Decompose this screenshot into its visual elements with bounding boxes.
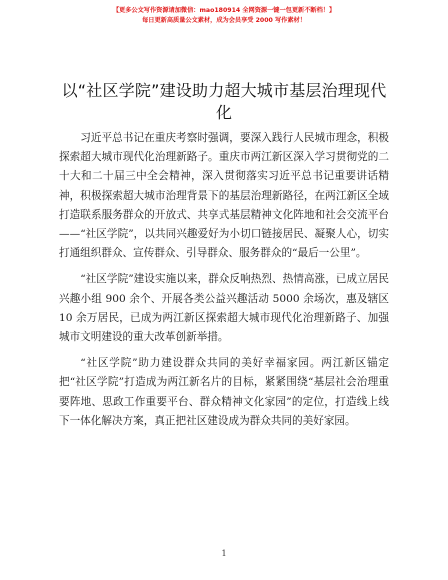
page-number: 1 — [221, 549, 227, 558]
document-body — [59, 129, 389, 438]
promo-banner — [0, 6, 448, 26]
paragraph-1: 习近平总书记在重庆考察时强调，要深入践行人民城市理念，积极探索超大城市现代化治理新路子。重庆市两江新区深入学习贯彻党的二十大和二十届三中全会精神，深入贯彻落实习近平总书记重要讲话精神，积极探索超大城市治理背景下的基层治理新路径，在两江新区全域打造联系服务群众的开放式、共享式基层精神文化阵地和社会交流平台——“社区学院”，以共同兴趣爱好为小切口链接居民、凝聚人心，切实打通组织群众、宣传群众、引导群众、服务群众的“最后一公里”。 — [59, 132, 389, 260]
promo-banner-line-1: 【更多公文写作资源请加微信：mao180914 全网资源一键一包更新不断档！】 — [112, 7, 336, 14]
paragraph-2: “社区学院”建设实施以来，群众反响热烈、热情高涨，已成立居民兴趣小组 900 余个、开展各类公益兴趣活动 5000 余场次，惠及辖区 10 余万居民，已成为两江新区探索超大城市现代化治理新路子、加强城市文明建设的重大改革创新举措。 — [59, 273, 389, 344]
document-title: 以“社区学院”建设助力超大城市基层治理现代化 — [61, 81, 387, 122]
promo-banner-line-2: 每日更新高质量公文素材，成为会员享受 2000 写作素材！ — [142, 17, 306, 24]
paragraph-3: “社区学院”助力建设群众共同的美好幸福家园。两江新区锚定把“社区学院”打造成为两江新名片的目标，紧紧围绕“基层社会治理重要阵地、思政工作重要平台、群众精神文化家园”的定位，打造线上线下一体化解决方案，真正把社区建设成为群众共同的美好家园。 — [59, 357, 389, 427]
